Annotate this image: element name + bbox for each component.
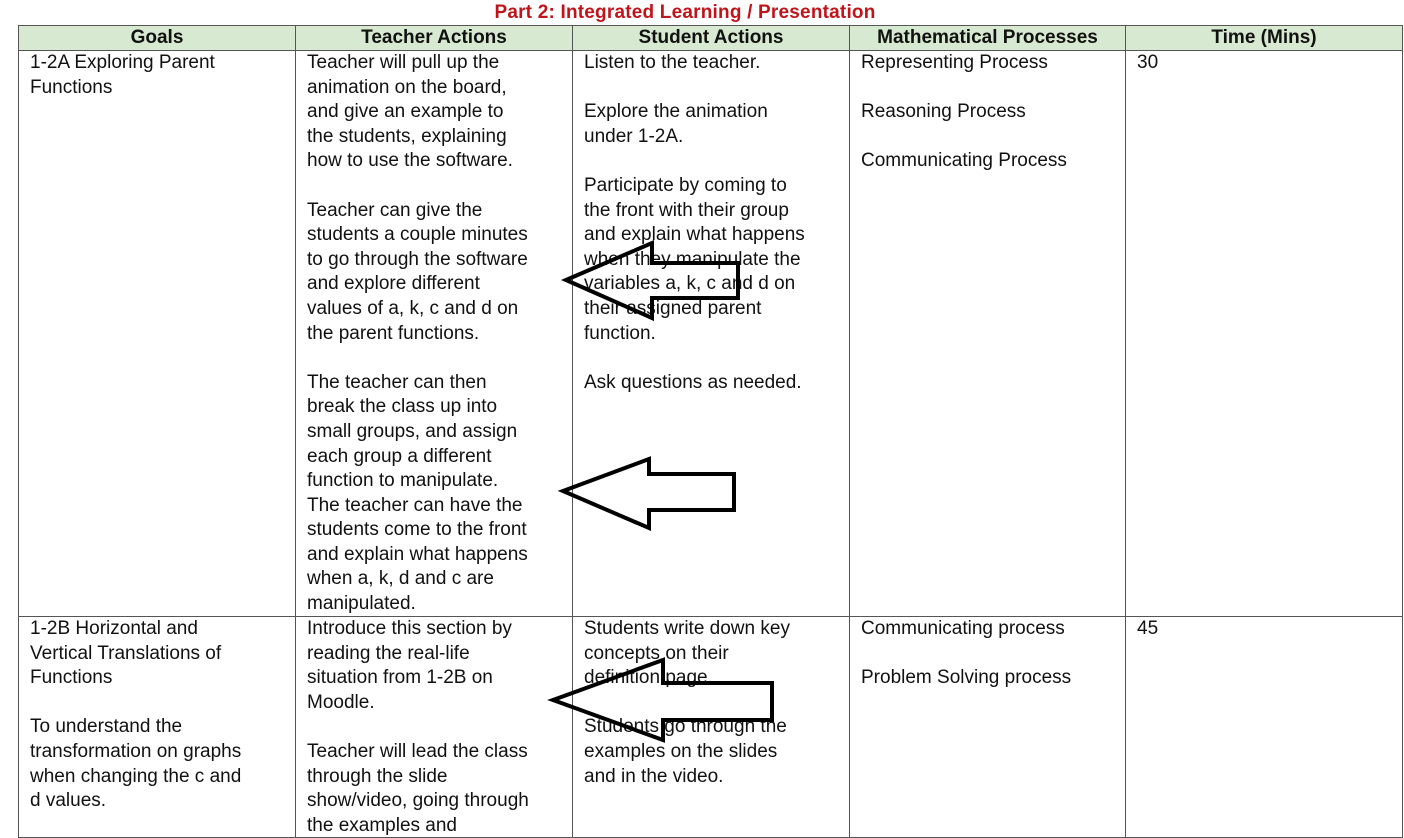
teacher-action-text: Introduce this section by reading the real-life situation from 1-2B on Moodle. xyxy=(307,618,512,713)
lesson-plan-table xyxy=(18,25,1403,838)
header-time: Time (Mins) xyxy=(1126,26,1403,51)
time-value: 45 xyxy=(1137,618,1159,639)
time-cell xyxy=(1126,617,1403,838)
math-processes-cell xyxy=(850,51,1126,617)
student-actions-cell xyxy=(573,51,850,617)
teacher-actions-cell xyxy=(296,617,573,838)
teacher-action-text: Teacher can give the students a couple minutes to go through the software and explore different values of a, k, c and d on the parent functions. xyxy=(307,199,528,344)
student-action-text: Ask questions as needed. xyxy=(584,371,802,393)
teacher-actions-cell xyxy=(296,51,573,617)
student-action-text: Students go through the examples on the slides and in the video. xyxy=(584,716,787,787)
teacher-action-text: Teacher will lead the class through the slide show/video, going through the examples and xyxy=(307,740,529,836)
math-process-text: Communicating Process xyxy=(861,150,1067,172)
math-process-text: Reasoning Process xyxy=(861,101,1026,123)
table-row xyxy=(19,51,1403,617)
goals-cell xyxy=(19,51,296,617)
student-action-text: Listen to the teacher. xyxy=(584,52,761,73)
time-cell xyxy=(1126,51,1403,617)
table-row xyxy=(19,617,1403,838)
student-action-text: Students write down key concepts on their definition page. xyxy=(584,618,790,689)
student-action-text: Participate by coming to the front with their group and explain what happens when they manipulate the variables a, k, c and d on their assigned parent function. xyxy=(584,174,805,344)
goal-text: 1-2A Exploring Parent Functions xyxy=(30,52,215,98)
math-process-text: Problem Solving process xyxy=(861,667,1072,689)
goal-text: To understand the transformation on graphs when changing the c and d values. xyxy=(30,716,242,812)
time-value: 30 xyxy=(1137,52,1159,73)
math-processes-cell xyxy=(850,617,1126,838)
student-action-text: Explore the animation under 1-2A. xyxy=(584,101,768,147)
header-teacher-actions: Teacher Actions xyxy=(296,26,573,51)
page-title: Part 2: Integrated Learning / Presentation xyxy=(494,2,876,23)
teacher-action-text: The teacher can then break the class up into small groups, and assign each group a different function to manipulate. The teacher can have the students come to the front and explain what happens when a, k, d and c are manipulated. xyxy=(307,371,528,615)
goal-text: 1-2B Horizontal and Vertical Translations of Functions xyxy=(30,618,222,689)
header-student-actions: Student Actions xyxy=(573,26,850,51)
goals-cell xyxy=(19,617,296,838)
header-mathematical-processes: Mathematical Processes xyxy=(850,26,1126,51)
teacher-action-text: Teacher will pull up the animation on the board, and give an example to the students, explaining how to use the software. xyxy=(307,52,513,172)
math-process-text: Communicating process xyxy=(861,618,1065,639)
header-goals: Goals xyxy=(19,26,296,51)
student-actions-cell xyxy=(573,617,850,838)
math-process-text: Representing Process xyxy=(861,52,1048,73)
table-header-row xyxy=(19,26,1403,51)
